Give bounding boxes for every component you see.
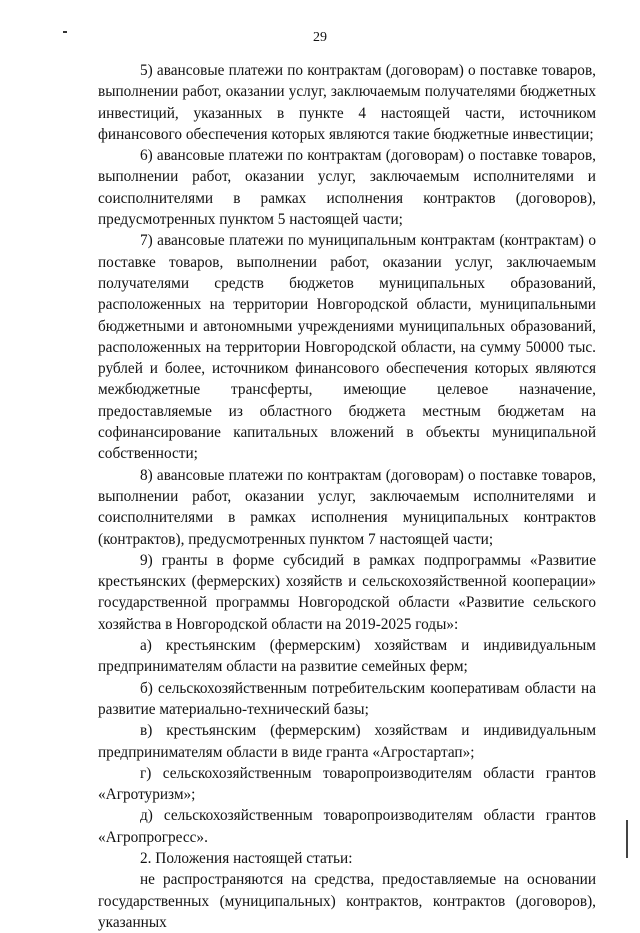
paragraph-item-6: 6) авансовые платежи по контрактам (договорам) о поставке товаров, выполнении работ, оказании услуг, заключаемым исполнителями и соисполнителями в рамках исполнения контрактов (договоров), предусмотренных пунктом 5 настоящей части; bbox=[98, 147, 596, 229]
paragraph-item-9: 9) гранты в форме субсидий в рамках подпрограммы «Развитие крестьянских (фермерских) хозяйств и сельскохозяйственной кооперации» государственной программы Новгородской области «Развитие сельского хозяйства в Новгородской области на 2019-2025 годы»: bbox=[98, 551, 596, 633]
page-number: 29 bbox=[313, 30, 327, 45]
document-body bbox=[98, 60, 596, 933]
paragraph-continuation: не распространяются на средства, предоставляемые на основании государственных (муниципальных) контрактов, контрактов (договоров), указанных bbox=[98, 871, 596, 931]
paragraph-subitem-b: б) сельскохозяйственным потребительским кооперативам области на развитие материально-технический базы; bbox=[98, 679, 596, 718]
paragraph-item-8: 8) авансовые платежи по контрактам (договорам) о поставке товаров, выполнении работ, оказании услуг, заключаемым исполнителями и соисполнителями в рамках исполнения муниципальных контрактов (контрактов), предусмотренных пунктом 7 настоящей части; bbox=[98, 466, 596, 548]
paragraph-subitem-g: г) сельскохозяйственным товаропроизводителям области грантов «Агротуризм»; bbox=[98, 764, 596, 804]
paragraph-item-5: 5) авансовые платежи по контрактам (договорам) о поставке товаров, выполнении работ, оказании услуг, заключаемым получателями бюджетных инвестиций, указанных в пункте 4 настоящей части, источником финансового обеспечения которых являются такие бюджетные инвестиции; bbox=[98, 62, 596, 143]
paragraph-item-7: 7) авансовые платежи по муниципальным контрактам (контрактам) о поставке товаров, выполнении работ, оказании услуг, заключаемым получателями средств бюджетов муниципальных образований, расположенных на территории Новгородской области, муниципальными бюджетными и автономными учреждениями муниципальных образований, расположенных на территории Новгородской области, на сумму 50000 тыс. рублей и более, источником финансового обеспечения которых являются межбюджетные трансферты, имеющие целевое назначение, предоставляемые из областного бюджета местным бюджетам на софинансирование капитальных вложений в объекты муниципальной собственности; bbox=[98, 232, 596, 463]
section-2-heading: 2. Положения настоящей статьи: bbox=[140, 849, 353, 867]
scan-edge-mark bbox=[626, 820, 628, 858]
paragraph-subitem-a: а) крестьянским (фермерским) хозяйствам и индивидуальным предпринимателям области на развитие семейных ферм; bbox=[98, 637, 596, 676]
paragraph-subitem-d: д) сельскохозяйственным товаропроизводителям области грантов «Агропрогресс». bbox=[98, 807, 596, 846]
paragraph-subitem-v: в) крестьянским (фермерским) хозяйствам и индивидуальным предпринимателям области в виде гранта «Агростартап»; bbox=[98, 722, 596, 761]
